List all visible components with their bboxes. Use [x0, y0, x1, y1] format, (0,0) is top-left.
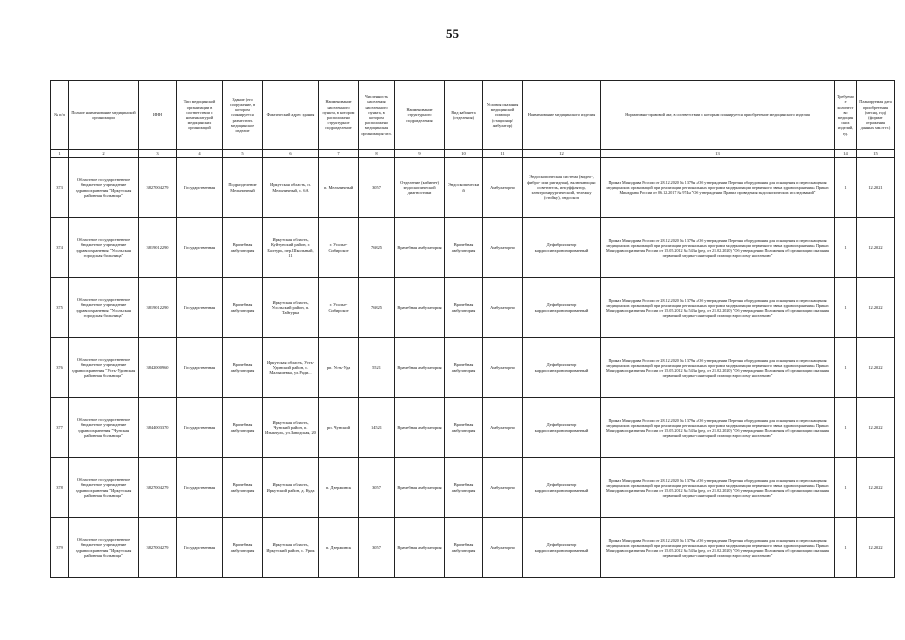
cell-population: 3057: [359, 158, 395, 218]
cell-device: Эндоскопическая система (видео-, фибро- или ригидная), включающая: осветитель, инсуффлятор, электрохирургический, тележку (стойку), эндоскоп: [523, 158, 601, 218]
column-number: 15: [857, 150, 895, 158]
cell-subdivision: Врачебная амбулатория: [395, 518, 445, 578]
cell-conditions: Амбулаторно: [483, 458, 523, 518]
cell-quantity: 1: [835, 278, 857, 338]
cell-legal-act: Приказ Минздрава России от 28.12.2020 № 1379н «Об утверждении Перечня оборудования для оснащения и переоснащения медицинских организаций при реализации региональных программ модернизации первичного звена здравоохранения» Приказ Минздравсоцразвития России от 15.05.2012 № 543н (ред. от 21.02.2020) "Об утверждении Положения об организации оказания первичной медико-санитарной помощи взрослому населению": [601, 278, 835, 338]
column-number: 4: [177, 150, 223, 158]
cell-org-type: Государственная: [177, 338, 223, 398]
column-header: Требуемое количество медицинских изделий, ед.: [835, 81, 857, 150]
cell-settlement: п. Дзержинск: [319, 458, 359, 518]
cell-organization: Областное государственное бюджетное учреждение здравоохранения "Усольская городская больница": [69, 218, 139, 278]
cell-address: Иркутская область, Иркутский район, с. Урик: [263, 518, 319, 578]
column-number: 1: [51, 150, 69, 158]
table-row: [51, 518, 895, 578]
cell-subdivision: Врачебная амбулатория: [395, 338, 445, 398]
column-number: 7: [319, 150, 359, 158]
cell-building: Врачебная амбулатория: [223, 218, 263, 278]
column-header: Полное наименование медицинской организации: [69, 81, 139, 150]
cell-number: 379: [51, 518, 69, 578]
cell-org-type: Государственная: [177, 218, 223, 278]
table-row: [51, 398, 895, 458]
cell-address: Иркутская область, п. Мельничный, с. 6А: [263, 158, 319, 218]
cell-cabinet: Врачебная амбулатория: [445, 518, 483, 578]
cell-building: Подразделение Мельничный: [223, 158, 263, 218]
cell-date: 12.2022: [857, 278, 895, 338]
cell-device: Дефибриллятор кардиосинхронизированный: [523, 278, 601, 338]
cell-date: 12.2021: [857, 158, 895, 218]
cell-inn: 3827004279: [139, 518, 177, 578]
cell-settlement: рп. Усть-Уда: [319, 338, 359, 398]
table-row: [51, 338, 895, 398]
column-number: 5: [223, 150, 263, 158]
cell-subdivision: Врачебная амбулатория: [395, 278, 445, 338]
cell-conditions: Амбулаторно: [483, 218, 523, 278]
equipment-registry-table: [50, 80, 895, 578]
cell-cabinet: Врачебная амбулатория: [445, 278, 483, 338]
cell-legal-act: Приказ Минздрава России от 28.12.2020 № 1379н «Об утверждении Перечня оборудования для оснащения и переоснащения медицинских организаций при реализации региональных программ модернизации первичного звена здравоохранения» Приказ Минздравсоцразвития России от 15.05.2012 № 543н (ред. от 21.02.2020) "Об утверждении Положения об организации оказания первичной медико-санитарной помощи взрослому населению": [601, 338, 835, 398]
cell-device: Дефибриллятор кардиосинхронизированный: [523, 458, 601, 518]
cell-address: Иркутская область, Куйтунский район, г. Балтурь, пер.Школьный, 11: [263, 218, 319, 278]
cell-cabinet: Врачебная амбулатория: [445, 218, 483, 278]
cell-org-type: Государственная: [177, 278, 223, 338]
cell-number: 378: [51, 458, 69, 518]
cell-date: 12.2022: [857, 338, 895, 398]
column-number: 3: [139, 150, 177, 158]
cell-address: Иркутская область, Усть-Удинский район, с. Малышевка, ул.Ради...: [263, 338, 319, 398]
cell-inn: 3827004279: [139, 458, 177, 518]
cell-device: Дефибриллятор кардиосинхронизированный: [523, 338, 601, 398]
column-number: 6: [263, 150, 319, 158]
column-header: Фактический адрес здания: [263, 81, 319, 150]
header-row: [51, 81, 895, 150]
cell-number: 377: [51, 398, 69, 458]
cell-quantity: 1: [835, 518, 857, 578]
cell-inn: 3819012290: [139, 218, 177, 278]
cell-cabinet: Эндоскопический: [445, 158, 483, 218]
cell-number: 374: [51, 218, 69, 278]
cell-cabinet: Врачебная амбулатория: [445, 458, 483, 518]
cell-building: Врачебная амбулатория: [223, 398, 263, 458]
cell-conditions: Амбулаторно: [483, 278, 523, 338]
cell-building: Врачебная амбулатория: [223, 518, 263, 578]
cell-date: 12.2022: [857, 518, 895, 578]
cell-address: Иркутская область, Иркутский район, д. Куда: [263, 458, 319, 518]
column-header: Планируемая дата приобретения (месяц, год) (формат отражения данных мм.гггг.): [857, 81, 895, 150]
cell-subdivision: Врачебная амбулатория: [395, 398, 445, 458]
cell-number: 375: [51, 278, 69, 338]
cell-legal-act: Приказ Минздрава России от 28.12.2020 № 1379н «Об утверждении Перечня оборудования для оснащения и переоснащения медицинских организаций при реализации региональных программ модернизации первичного звена здравоохранения» Приказ Минздравсоцразвития России от 15.05.2012 № 543н (ред. от 21.02.2020) "Об утверждении Положения об организации оказания первичной медико-санитарной помощи взрослому населению": [601, 398, 835, 458]
cell-legal-act: Приказ Минздрава России от 28.12.2020 № 1379н «Об утверждении Перечня оборудования для оснащения и переоснащения медицинских организаций при реализации региональных программ модернизации первичного звена здравоохранения» Приказ Минздравсоцразвития России от 15.05.2012 № 543н (ред. от 21.02.2020) "Об утверждении Положения об организации оказания первичной медико-санитарной помощи взрослому населению": [601, 518, 835, 578]
cell-subdivision: Врачебная амбулатория: [395, 458, 445, 518]
cell-settlement: г. Усолье-Сибирское: [319, 278, 359, 338]
cell-conditions: Амбулаторно: [483, 398, 523, 458]
cell-quantity: 1: [835, 158, 857, 218]
column-header: Здание (его сооружение, в котором планируется разместить медицинское изделие: [223, 81, 263, 150]
table-row: [51, 458, 895, 518]
cell-conditions: Амбулаторно: [483, 158, 523, 218]
column-header: Наименование медицинского изделия: [523, 81, 601, 150]
column-header: № п/п: [51, 81, 69, 150]
cell-conditions: Амбулаторно: [483, 338, 523, 398]
cell-organization: Областное государственное бюджетное учреждение здравоохранения "Усть-Удинская районная больница": [69, 338, 139, 398]
cell-date: 12.2022: [857, 218, 895, 278]
cell-number: 376: [51, 338, 69, 398]
cell-organization: Областное государственное бюджетное учреждение здравоохранения "Иркутская районная больница": [69, 518, 139, 578]
cell-device: Дефибриллятор кардиосинхронизированный: [523, 518, 601, 578]
cell-org-type: Государственная: [177, 398, 223, 458]
cell-population: 76825: [359, 278, 395, 338]
cell-cabinet: Врачебная амбулатория: [445, 338, 483, 398]
cell-conditions: Амбулаторно: [483, 518, 523, 578]
cell-building: Врачебная амбулатория: [223, 278, 263, 338]
cell-org-type: Государственная: [177, 158, 223, 218]
cell-settlement: п. Дзержинск: [319, 518, 359, 578]
cell-building: Врачебная амбулатория: [223, 458, 263, 518]
column-number: 10: [445, 150, 483, 158]
cell-settlement: рп. Чунский: [319, 398, 359, 458]
cell-quantity: 1: [835, 398, 857, 458]
table-row: [51, 218, 895, 278]
column-number: 14: [835, 150, 857, 158]
cell-inn: 3844003370: [139, 398, 177, 458]
cell-device: Дефибриллятор кардиосинхронизированный: [523, 218, 601, 278]
cell-population: 14521: [359, 398, 395, 458]
cell-address: Иркутская область, Чунский район, п. Изыкчуль, ул.Заводская, 20: [263, 398, 319, 458]
column-header: Тип медицинской организации в соответствии с номенклатурой медицинских организаций: [177, 81, 223, 150]
column-number-row: [51, 150, 895, 158]
cell-legal-act: Приказ Минздрава России от 28.12.2020 № 1379н «Об утверждении Перечня оборудования для оснащения и переоснащения медицинских организаций при реализации региональных программ модернизации первичного звена здравоохранения» Приказ Минздравсоцразвития России от 15.05.2012 № 543н (ред. от 21.02.2020) "Об утверждении Положения об организации оказания первичной медико-санитарной помощи взрослому населению": [601, 458, 835, 518]
column-header: Наименование населенного пункта, в котором расположено структурное подразделение: [319, 81, 359, 150]
cell-population: 3057: [359, 458, 395, 518]
cell-cabinet: Врачебная амбулатория: [445, 398, 483, 458]
cell-organization: Областное государственное бюджетное учреждение здравоохранения "Иркутская районная больница": [69, 458, 139, 518]
cell-device: Дефибриллятор кардиосинхронизированный: [523, 398, 601, 458]
table-row: [51, 158, 895, 218]
cell-population: 76825: [359, 218, 395, 278]
cell-quantity: 1: [835, 458, 857, 518]
cell-legal-act: Приказ Минздрава России от 28.12.2020 № 1379н «Об утверждении Перечня оборудования для оснащения и переоснащения медицинских организаций при реализации региональных программ модернизации первичного звена здравоохранения» Приказ Минздравсоцразвития России от 15.05.2012 № 543н (ред. от 21.02.2020) "Об утверждении Положения об организации оказания первичной медико-санитарной помощи взрослому населению": [601, 218, 835, 278]
column-header: Нормативно-правовой акт, в соответствии с которым планируется приобретение медицинского изделия: [601, 81, 835, 150]
table-row: [51, 278, 895, 338]
cell-quantity: 1: [835, 338, 857, 398]
column-number: 9: [395, 150, 445, 158]
page-number: 55: [446, 26, 459, 41]
cell-org-type: Государственная: [177, 458, 223, 518]
cell-organization: Областное государственное бюджетное учреждение здравоохранения "Иркутская районная больница": [69, 158, 139, 218]
cell-date: 12.2022: [857, 458, 895, 518]
column-header: Наименование структурного подразделения: [395, 81, 445, 150]
cell-address: Иркутская область, Усольский район, п. Тайтурка: [263, 278, 319, 338]
cell-inn: 3827004279: [139, 158, 177, 218]
cell-settlement: г. Усолье-Сибирское: [319, 218, 359, 278]
cell-organization: Областное государственное бюджетное учреждение здравоохранения "Чунская районная больница": [69, 398, 139, 458]
cell-settlement: п. Мельничный: [319, 158, 359, 218]
column-header: Численность населения населенного пункта, в котором расположено медицинская организация чел.: [359, 81, 395, 150]
cell-inn: 3842000960: [139, 338, 177, 398]
column-number: 12: [523, 150, 601, 158]
cell-population: 5521: [359, 338, 395, 398]
column-header: Условия оказания медицинской помощи (стационар/амбулатор): [483, 81, 523, 150]
column-number: 13: [601, 150, 835, 158]
column-header: Вид кабинета (отделения): [445, 81, 483, 150]
column-number: 11: [483, 150, 523, 158]
cell-building: Врачебная амбулатория: [223, 338, 263, 398]
cell-quantity: 1: [835, 218, 857, 278]
column-number: 8: [359, 150, 395, 158]
cell-legal-act: Приказ Минздрава России от 28.12.2020 № 1379н «Об утверждении Перечня оборудования для оснащения и переоснащения медицинских организаций при реализации региональных программ модернизации первичного звена здравоохранения» Приказ Минздрава России от 06.12.2017 № 974н "Об утверждении Правил проведения эндоскопических исследований": [601, 158, 835, 218]
cell-inn: 3819012290: [139, 278, 177, 338]
cell-date: 12.2022: [857, 398, 895, 458]
cell-subdivision: Отделение (кабинет) эндоскопической диагностики: [395, 158, 445, 218]
cell-subdivision: Врачебная амбулатория: [395, 218, 445, 278]
cell-number: 373: [51, 158, 69, 218]
cell-organization: Областное государственное бюджетное учреждение здравоохранения "Усольская городская больница": [69, 278, 139, 338]
column-header: ИНН: [139, 81, 177, 150]
column-number: 2: [69, 150, 139, 158]
cell-population: 3057: [359, 518, 395, 578]
cell-org-type: Государственная: [177, 518, 223, 578]
